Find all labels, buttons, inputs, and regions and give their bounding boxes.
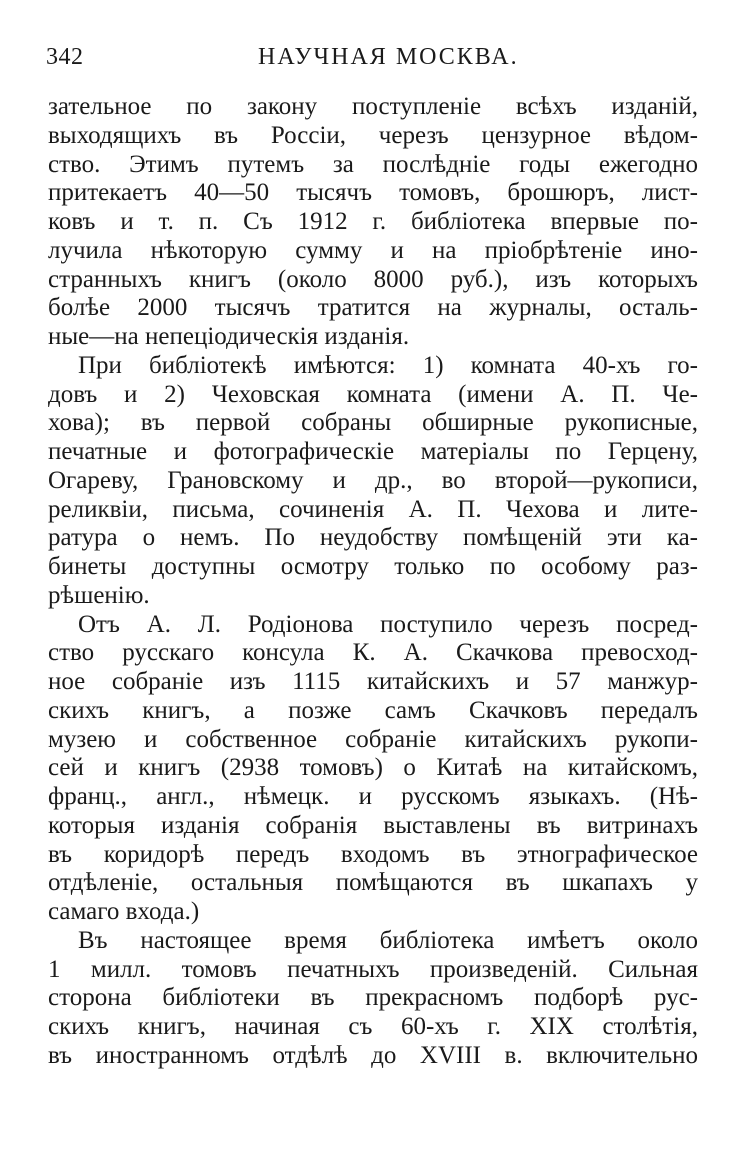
text-line: самаго входа.) <box>48 898 200 925</box>
text-line: сей и книгъ (2938 томовъ) о Китаѣ на китайскомъ, <box>48 754 698 782</box>
page-header <box>46 44 696 78</box>
text-line: ные—на непеціодическія изданія. <box>48 323 410 350</box>
paragraph-4 <box>48 927 698 1071</box>
running-title: НАУЧНАЯ МОСКВА. <box>258 44 519 70</box>
text-line: ство. Этимъ путемъ за послѣдніе годы ежегодно <box>48 150 698 178</box>
text-line: довъ и 2) Чеховская комната (имени А. П. Че- <box>48 380 698 408</box>
text-line: ство русскаго консула К. А. Скачкова превосход- <box>48 639 698 667</box>
text-line: реликвіи, письма, сочиненія А. П. Чехова и лите- <box>48 495 698 523</box>
paragraph-2 <box>48 352 698 611</box>
text-line: При библіотекѣ имѣются: 1) комната 40-хъ го- <box>78 351 698 379</box>
text-line: болѣе 2000 тысячъ тратится на журналы, осталь- <box>48 294 698 322</box>
body-text <box>48 93 698 1071</box>
page-number: 342 <box>46 44 84 70</box>
text-line: ное собраніе изъ 1115 китайскихъ и 57 манжур- <box>48 668 698 695</box>
paragraph-1 <box>48 93 698 352</box>
text-line: притекаетъ 40—50 тысячъ томовъ, брошюръ, лист- <box>48 179 698 207</box>
text-line: хова); въ первой собраны обширные рукописные, <box>48 409 698 437</box>
text-line: 1 милл. томовъ печатныхъ произведеній. Сильная <box>48 955 698 983</box>
text-line: которыя изданія собранія выставлены въ витринахъ <box>48 811 698 839</box>
text-line: скихъ книгъ, а позже самъ Скачковъ передалъ <box>48 696 698 724</box>
text-line: выходящихъ въ Россіи, черезъ цензурное вѣдом- <box>48 121 698 149</box>
text-line: скихъ книгъ, начиная съ 60-хъ г. XIX столѣтія, <box>48 1013 698 1040</box>
text-line: въ иностранномъ отдѣлѣ до XVIII в. включительно <box>48 1041 698 1069</box>
text-line: отдѣленіе, остальныя помѣщаются въ шкапахъ у <box>48 869 698 897</box>
text-line: рѣшенію. <box>48 581 150 609</box>
text-line: лучила нѣкоторую сумму и на пріобрѣтеніе ино- <box>48 236 698 264</box>
text-line: Огареву, Грановскому и др., во второй—рукописи, <box>48 466 698 494</box>
text-line: ратура о немъ. По неудобству помѣщеній эти ка- <box>48 524 698 552</box>
text-line: печатные и фотографическіе матеріалы по Герцену, <box>48 438 698 465</box>
text-line: музею и собственное собраніе китайскихъ рукопи- <box>48 725 698 753</box>
paragraph-3 <box>48 611 698 927</box>
text-line: странныхъ книгъ (около 8000 руб.), изъ которыхъ <box>48 265 698 293</box>
text-line: сторона библіотеки въ прекрасномъ подборѣ рус- <box>48 984 698 1012</box>
text-line: Въ настоящее время библіотека имѣетъ около <box>78 926 698 954</box>
text-line: Отъ А. Л. Родіонова поступило черезъ посред- <box>78 610 698 638</box>
text-line: ковъ и т. п. Съ 1912 г. библіотека впервые по- <box>48 208 698 235</box>
text-line: зательное по закону поступленіе всѣхъ изданій, <box>48 93 698 120</box>
text-line: франц., англ., нѣмецк. и русскомъ языкахъ. (Нѣ- <box>48 783 698 810</box>
text-line: въ коридорѣ передъ входомъ въ этнографическое <box>48 840 698 868</box>
text-line: бинеты доступны осмотру только по особому раз- <box>48 553 698 580</box>
